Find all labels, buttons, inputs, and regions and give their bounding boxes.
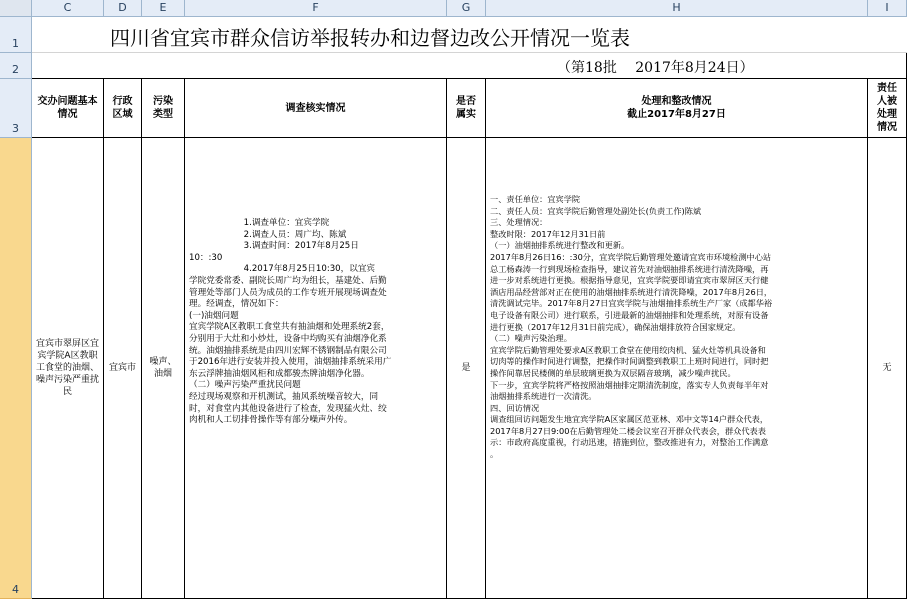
header-investigation[interactable]: 调查核实情况 bbox=[185, 79, 447, 138]
investigation-line: 经过现场观察和开机测试，抽风系统噪音较大，同 bbox=[189, 391, 379, 402]
handling-line: 。 bbox=[490, 449, 499, 460]
handling-line: 切肉等的操作时间进行调整，把操作时间调整到教职工上班时间进行，同时把 bbox=[490, 356, 769, 367]
handling-line: 一、责任单位：宜宾学院 bbox=[490, 194, 581, 204]
row-header-2[interactable]: 2 bbox=[0, 53, 32, 79]
handling-line: 整改时限：2017年12月31日前 bbox=[490, 228, 606, 239]
investigation-line: 时，对食堂内其他设备进行了检查，发现猛火灶、绞 bbox=[189, 403, 387, 414]
investigation-line: 宜宾学院A区教职工食堂共有抽油烟和处理系统2套， bbox=[189, 322, 390, 333]
column-header-c[interactable]: C bbox=[32, 0, 104, 17]
row-header-3[interactable]: 3 bbox=[0, 79, 32, 138]
investigation-line: 统。油烟抽排系统是由四川宏辉不锈钢制品有限公司 bbox=[189, 345, 387, 356]
handling-line: 调查组回访问题发生地宜宾学院A区家属区范亚林、邓中文等14户群众代表， bbox=[490, 414, 769, 425]
handling-line: 总工杨森涛一行到现场检查指导，建议首先对油烟抽排系统进行清洗降噪，再 bbox=[490, 263, 769, 274]
investigation-text bbox=[189, 218, 445, 427]
investigation-line: 学院党委常委、副院长周广均为组长，基建处、后勤 bbox=[189, 275, 387, 286]
header-pollution-type[interactable]: 污染类型 bbox=[142, 79, 185, 138]
handling-text bbox=[490, 194, 866, 461]
investigation-line: 东云浮牌抽油烟风柜和成都骏杰牌油烟净化器。 bbox=[189, 368, 370, 379]
header-accountability[interactable]: 责任人被处理情况 bbox=[868, 79, 907, 138]
record-pollution-type[interactable]: 噪声、油烟 bbox=[142, 138, 185, 599]
header-handling[interactable]: 处理和整改情况 截止2017年8月27日 bbox=[486, 79, 868, 138]
column-header-e[interactable]: E bbox=[142, 0, 185, 17]
record-issue[interactable]: 宜宾市翠屏区宜宾学院A区教职工食堂的油烟、噪声污染严重扰民 bbox=[32, 138, 104, 599]
handling-line: 电子设备有限公司）进行联系，引进最新的油烟抽排和处理系统，对原有设备 bbox=[490, 309, 769, 320]
investigation-line: 分别用于大灶和小炒灶，设备中均购买有油烟净化系 bbox=[189, 333, 387, 344]
subtitle-cell[interactable] bbox=[32, 53, 907, 79]
handling-line: 下一步，宜宾学院将严格按照油烟抽排定期清洗制度，落实专人负责每半年对 bbox=[490, 379, 769, 390]
handling-line: 进行更换（2017年12月31日前完成），确保油烟排放符合国家规定。 bbox=[490, 321, 741, 332]
handling-line: 三、处理情况： bbox=[490, 217, 548, 228]
handling-line: （一）油烟抽排系统进行整改和更新。 bbox=[490, 240, 630, 251]
column-header-d[interactable]: D bbox=[104, 0, 142, 17]
handling-line: 宜宾学院后勤管理处要求A区教职工食堂在使用绞肉机、猛火灶等机具设备和 bbox=[490, 344, 766, 355]
handling-line: 2017年8月26日16：:30分，宜宾学院后勤管理处邀请宜宾市环境检测中心站 bbox=[490, 251, 772, 262]
handling-line: 四、回访情况 bbox=[490, 402, 540, 413]
handling-line: 酒店用品经营部对正在使用的油烟抽排系统进行清洗降噪，2017年8月26日， bbox=[490, 286, 773, 297]
handling-line: 进一步对系统进行更换。根据指导意见，宜宾学院要即请宜宾市翠屏区天行健 bbox=[490, 275, 769, 286]
investigation-line: 1.调查单位：宜宾学院 bbox=[189, 218, 330, 228]
investigation-line: 管理处等部门人员为成员的工作专班开展现场调查处 bbox=[189, 287, 387, 298]
title-cell[interactable] bbox=[32, 17, 907, 53]
sheet-title: 四川省宜宾市群众信访举报转办和边督边改公开情况一览表 bbox=[110, 26, 630, 50]
investigation-line: 于2016年进行安装并投入使用，油烟抽排系统采用广 bbox=[189, 357, 392, 368]
handling-line: 二、责任人员：宜宾学院后勤管理处副处长(负责工作)陈斌 bbox=[490, 205, 702, 216]
handling-line: 操作间靠居民楼侧的单层玻璃更换为双层隔音玻璃，减少噪声扰民。 bbox=[490, 367, 736, 378]
select-all-corner[interactable] bbox=[0, 0, 32, 17]
investigation-line: 4.2017年8月25日10:30，以宜宾 bbox=[189, 264, 376, 275]
row-header-1[interactable]: 1 bbox=[0, 17, 32, 53]
handling-line: （二）噪声污染治理。 bbox=[490, 333, 572, 344]
handling-line: 示：市政府高度重视，行动迅速，措施到位，整改推进有力，对整治工作满意 bbox=[490, 437, 769, 448]
handling-line: 油烟抽排系统进行一次清洗。 bbox=[490, 391, 597, 402]
handling-line: 清洗调试完毕。2017年8月27日宜宾学院与油烟抽排系统生产厂家（成都华裕 bbox=[490, 298, 773, 309]
header-issue[interactable]: 交办问题基本情况 bbox=[32, 79, 104, 138]
investigation-line: (一)油烟问题 bbox=[189, 310, 239, 321]
investigation-line: 肉机和人工切排骨操作等有部分噪声外传。 bbox=[189, 415, 353, 426]
record-verified[interactable]: 是 bbox=[447, 138, 486, 599]
column-header-f[interactable]: F bbox=[185, 0, 447, 17]
handling-line: 2017年8月27日9:00在后勤管理处二楼会议室召开群众代表会，群众代表表 bbox=[490, 425, 766, 436]
column-header-h[interactable]: H bbox=[486, 0, 868, 17]
batch-date: （第18批 2017年8月24日） bbox=[557, 60, 754, 76]
record-accountability[interactable]: 无 bbox=[868, 138, 907, 599]
column-header-i[interactable]: I bbox=[868, 0, 907, 17]
record-region[interactable]: 宜宾市 bbox=[104, 138, 142, 599]
investigation-line: 10：:30 bbox=[189, 252, 223, 263]
record-handling[interactable] bbox=[486, 138, 868, 599]
investigation-line: 2.调查人员：周广均、陈斌 bbox=[189, 229, 347, 240]
record-investigation[interactable] bbox=[185, 138, 447, 599]
column-header-g[interactable]: G bbox=[447, 0, 486, 17]
header-region[interactable]: 行政区域 bbox=[104, 79, 142, 138]
investigation-line: 3.调查时间：2017年8月25日 bbox=[189, 241, 359, 252]
investigation-line: （二）噪声污染严重扰民问题 bbox=[189, 380, 301, 391]
header-verified[interactable]: 是否属实 bbox=[447, 79, 486, 138]
row-header-4[interactable]: 4 bbox=[0, 138, 32, 599]
investigation-line: 理。经调查，情况如下： bbox=[189, 299, 284, 310]
